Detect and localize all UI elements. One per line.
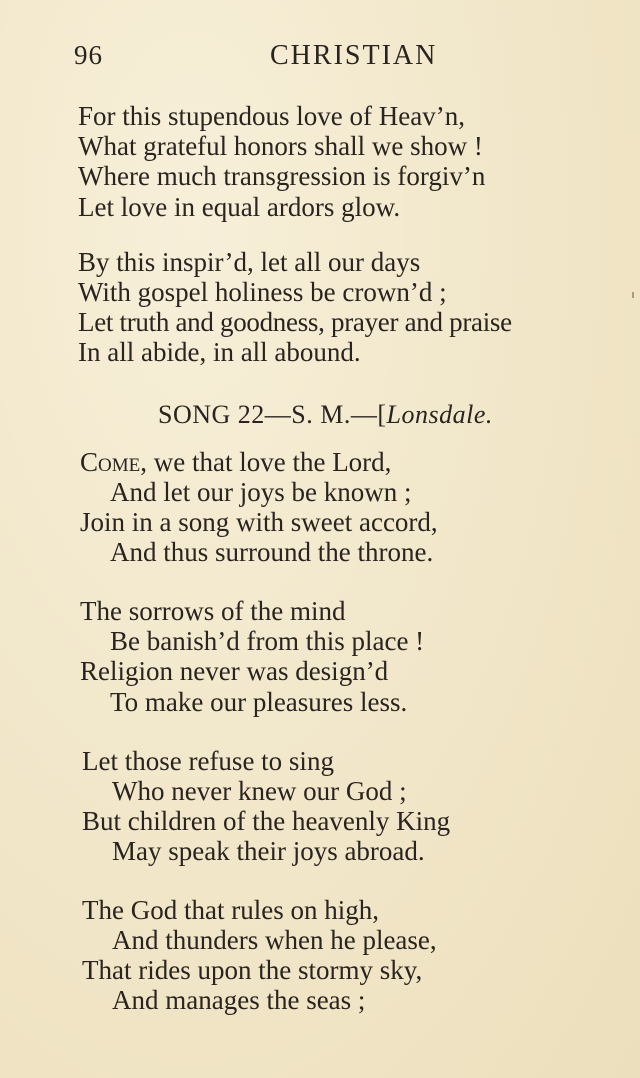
paper-edge-mark <box>632 292 634 298</box>
verse-line: What grateful honors shall we show ! <box>78 131 483 161</box>
verse-line: Be banish’d from this place ! <box>110 626 425 656</box>
verse-line: And manages the seas ; <box>112 985 366 1015</box>
verse-line: Let love in equal ardors glow. <box>78 192 401 222</box>
verse-line: Join in a song with sweet accord, <box>80 507 438 537</box>
verse-line: To make our pleasures less. <box>110 687 408 717</box>
song-heading <box>158 400 493 430</box>
song-tune-name: Lonsdale. <box>386 400 493 429</box>
drop-initial: C <box>80 447 99 477</box>
verse-line: May speak their joys abroad. <box>112 836 425 866</box>
page-header <box>0 36 640 76</box>
verse-line: Let those refuse to sing <box>82 746 334 776</box>
verse-line: Let truth and goodness, prayer and praise <box>78 307 512 337</box>
verse-line: The God that rules on high, <box>82 895 379 925</box>
verse-line: And thunders when he please, <box>112 925 437 955</box>
verse-line: And thus surround the throne. <box>110 537 434 567</box>
verse-line: Religion never was design’d <box>80 656 389 686</box>
verse-line: With gospel holiness be crown’d ; <box>78 277 447 307</box>
verse-line: That rides upon the stormy sky, <box>82 955 423 985</box>
verse-line: By this inspir’d, let all our days <box>78 247 421 277</box>
verse-line: Where much transgression is forgiv’n <box>78 161 486 191</box>
first-word-smallcaps: ome <box>98 447 141 477</box>
verse-line: And let our joys be known ; <box>110 477 412 507</box>
verse-line: For this stupendous love of Heav’n, <box>78 101 465 131</box>
verse-line: The sorrows of the mind <box>80 596 346 626</box>
running-title: CHRISTIAN <box>270 40 438 71</box>
verse-line: Who never knew our God ; <box>112 776 407 806</box>
page-number: 96 <box>74 40 103 70</box>
first-line-rest: , we that love the Lord, <box>140 447 392 477</box>
verse-line-first <box>80 447 391 477</box>
song-heading-number: SONG 22—S. M.—[ <box>158 400 387 429</box>
verse-line: But children of the heavenly King <box>82 806 451 836</box>
verse-line: In all abide, in all abound. <box>78 337 361 367</box>
